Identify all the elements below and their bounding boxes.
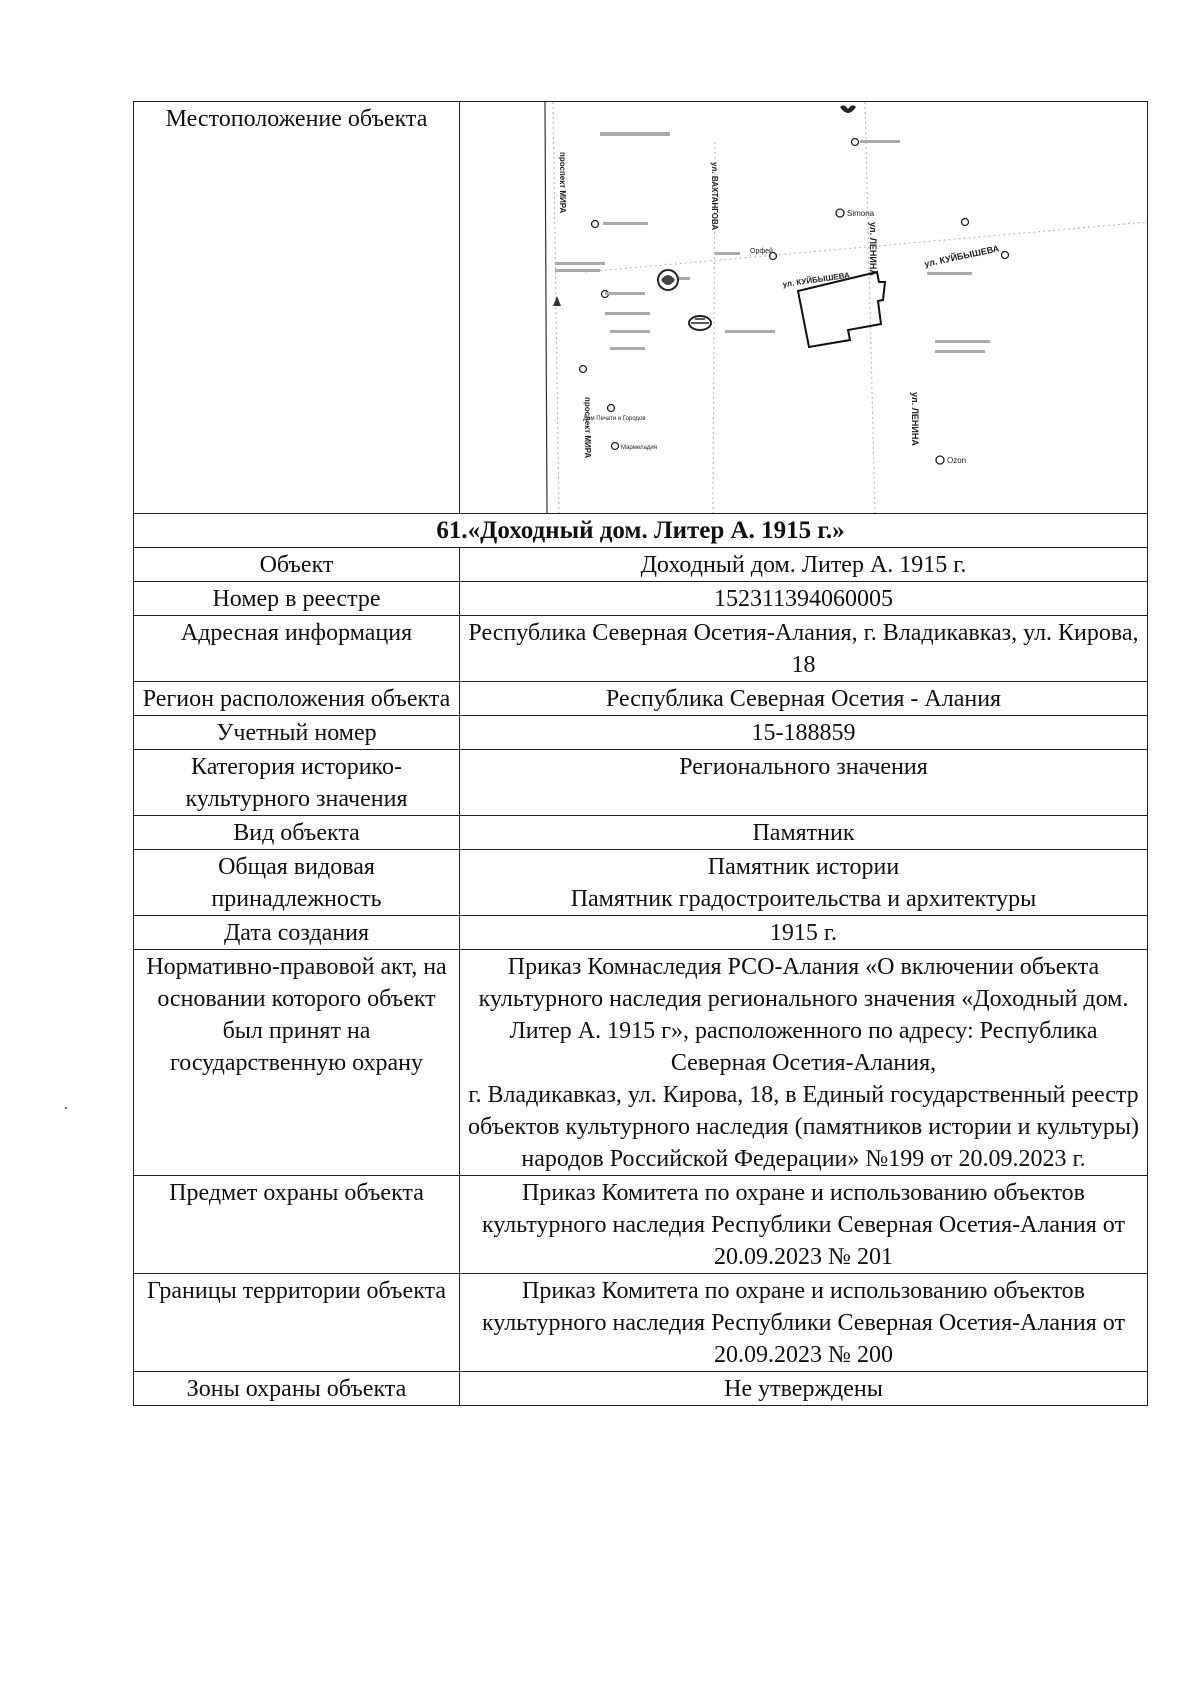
table-row (134, 1372, 1148, 1406)
table-row (134, 616, 1148, 682)
street-label-mira-top: проспект МИРА (558, 152, 567, 214)
location-map (465, 102, 1147, 513)
street-label-kuybysheva-left: ул. КУЙБЫШЕВА (782, 270, 851, 289)
row-label: Предмет охраны объекта (134, 1176, 460, 1274)
row-label: Вид объекта (134, 816, 460, 850)
street-label-vakhtangova: ул. ВАХТАНГОВА (710, 162, 719, 231)
row-value: Не утверждены (460, 1372, 1148, 1406)
row-value: 15-188859 (460, 716, 1148, 750)
row-value: Доходный дом. Литер А. 1915 г. (460, 548, 1148, 582)
row-value: 152311394060005 (460, 582, 1148, 616)
street-label-lenina-bottom: ул. ЛЕНИНА (910, 392, 920, 446)
row-label: Общая видовая принадлежность (134, 850, 460, 916)
table-row (134, 1274, 1148, 1372)
row-value: Приказ Комнаследия РСО-Алания «О включении объекта культурного наследия регионального значения «Доходный дом. Литер А. 1915 г», расположенного по адресу: Республика Северная Осетия-Алания, г. Владикавказ, ул. Кирова, 18, в Единый государственный реестр объектов культурного наследия (памятников истории и культуры) народов Российской Федерации» №199 от 20.09.2023 г. (460, 950, 1148, 1176)
heritage-object-table (133, 101, 1148, 1406)
table-row (134, 716, 1148, 750)
place-label-ozon: Ozon (947, 456, 967, 465)
table-row (134, 850, 1148, 916)
scan-speck (65, 1107, 67, 1109)
row-label: Категория историко-культурного значения (134, 750, 460, 816)
row-value: Регионального значения (460, 750, 1148, 816)
row-label: Регион расположения объекта (134, 682, 460, 716)
table-row (134, 950, 1148, 1176)
row-label: Объект (134, 548, 460, 582)
place-label-simona: Simona (847, 209, 875, 218)
row-value: Приказ Комитета по охране и использованию объектов культурного наследия Республики Северная Осетия-Алания от 20.09.2023 № 200 (460, 1274, 1148, 1372)
table-row (134, 816, 1148, 850)
location-map-cell (460, 102, 1148, 514)
attribute-rows (134, 548, 1148, 1406)
table-row (134, 750, 1148, 816)
location-label: Местоположение объекта (134, 102, 460, 514)
row-value: Памятник (460, 816, 1148, 850)
street-label-mira-bottom: проспект МИРА (583, 397, 592, 459)
place-label-dom-pechati: Дом Печати и Городов (583, 416, 646, 422)
row-value: Приказ Комитета по охране и использованию объектов культурного наследия Республики Северная Осетия-Алания от 20.09.2023 № 201 (460, 1176, 1148, 1274)
row-label: Адресная информация (134, 616, 460, 682)
row-label: Зоны охраны объекта (134, 1372, 460, 1406)
place-label-orfey: Орфей (750, 248, 773, 255)
section-title-row (134, 514, 1148, 548)
row-value: Республика Северная Осетия-Алания, г. Владикавказ, ул. Кирова, 18 (460, 616, 1148, 682)
row-label: Нормативно-правовой акт, на основании которого объект был принят на государственную охрану (134, 950, 460, 1176)
row-label: Номер в реестре (134, 582, 460, 616)
table-row (134, 916, 1148, 950)
row-value: 1915 г. (460, 916, 1148, 950)
row-label: Границы территории объекта (134, 1274, 460, 1372)
row-value: Республика Северная Осетия - Алания (460, 682, 1148, 716)
street-label-lenina-top: ул. ЛЕНИНА (868, 222, 878, 276)
street-label-kuybysheva-right: ул. КУЙБЫШЕВА (923, 243, 1001, 269)
place-label-marmeladiya: Мармеладия (621, 445, 657, 451)
section-title: 61.«Доходный дом. Литер А. 1915 г.» (134, 514, 1148, 548)
location-row (134, 102, 1148, 514)
row-label: Дата создания (134, 916, 460, 950)
theatre-icon (840, 105, 856, 113)
table-row (134, 582, 1148, 616)
table-row (134, 682, 1148, 716)
monument-icon (553, 296, 561, 306)
table-row (134, 548, 1148, 582)
row-label: Учетный номер (134, 716, 460, 750)
table-row (134, 1176, 1148, 1274)
row-value: Памятник истории Памятник градостроительства и архитектуры (460, 850, 1148, 916)
